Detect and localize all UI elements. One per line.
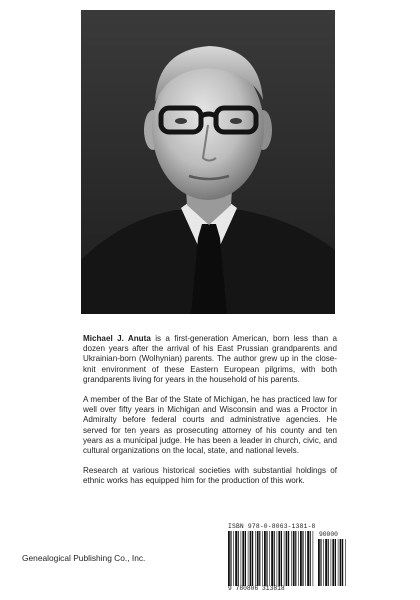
- barcode-bar: [325, 539, 327, 586]
- portrait-image: [81, 10, 335, 314]
- barcode-bar: [307, 531, 309, 586]
- barcode-bar: [274, 531, 275, 586]
- barcode-bar: [281, 531, 282, 586]
- isbn-text: ISBN 978-0-8063-1381-8: [228, 523, 316, 530]
- barcode-bar: [318, 539, 320, 586]
- author-portrait: [81, 10, 335, 314]
- bio-paragraph-1: [83, 334, 337, 385]
- barcode-bar: [262, 531, 263, 586]
- barcode-bar: [288, 531, 289, 586]
- barcode-bar: [332, 539, 334, 586]
- barcode-bar: [278, 531, 280, 586]
- barcode-bar: [293, 531, 295, 586]
- bio-paragraph-1-text: is a first-generation American, born less than a dozen years after the arrival of his East Prussian grandparents and Ukrainian-born (Wolhynian) parents. The author grew up in the close-knit environment of these Eastern European pilgrims, with both grandparents living for years in the household of his parents.: [83, 334, 337, 384]
- barcode-bar: [284, 531, 285, 586]
- barcode-bar: [335, 539, 336, 586]
- barcode-bar: [271, 531, 273, 586]
- price-code: 90000: [319, 531, 338, 538]
- bio-paragraph-2: A member of the Bar of the State of Michigan, he has practiced law for well over fifty years in Michigan and Wisconsin and was a Proctor in Admiralty before federal courts and administrative agencies. He served for ten years as prosecuting attorney of his county and ten years as a municipal judge. He has been a leader in church, civic, and cultural organizations on the local, state, and national levels.: [83, 395, 337, 456]
- barcode-bar: [233, 531, 234, 586]
- barcode-bar: [252, 531, 253, 586]
- author-biography: [83, 334, 337, 487]
- bio-paragraph-3: Research at various historical societies with substantial holdings of ethnic works has equipped him for the production of this work.: [83, 466, 337, 486]
- barcode-bar: [257, 531, 259, 586]
- barcode-bar: [250, 531, 252, 586]
- barcode-bar: [248, 531, 249, 586]
- barcode-bar: [228, 531, 230, 586]
- barcode-bar: [269, 531, 270, 586]
- ean-barcode-bars: [228, 531, 314, 586]
- barcode-bar: [286, 531, 288, 586]
- barcode-bar: [310, 531, 311, 586]
- barcode-bar: [323, 539, 324, 586]
- barcode-bar: [300, 531, 302, 586]
- isbn-barcode: [228, 523, 346, 593]
- barcode-bar: [305, 531, 306, 586]
- barcode-bar: [328, 539, 329, 586]
- barcode-bar: [340, 539, 342, 586]
- barcode-bar: [230, 531, 231, 586]
- barcode-bar: [266, 531, 267, 586]
- publisher-name: Genealogical Publishing Co., Inc.: [22, 553, 146, 563]
- barcode-bar: [298, 531, 299, 586]
- barcode-bar: [342, 539, 343, 586]
- barcode-bar: [241, 531, 242, 586]
- barcode-bar: [255, 531, 256, 586]
- ean-digits: 9 780806 313818: [228, 585, 285, 592]
- price-barcode-bars: [318, 539, 346, 586]
- barcode-bar: [235, 531, 237, 586]
- barcode-bar: [277, 531, 278, 586]
- barcode-bar: [302, 531, 303, 586]
- barcode-bar: [242, 531, 244, 586]
- barcode-bar: [295, 531, 296, 586]
- author-name: Michael J. Anuta: [83, 334, 151, 343]
- barcode-bar: [245, 531, 246, 586]
- barcode-bar: [238, 531, 239, 586]
- barcode-bar: [264, 531, 266, 586]
- barcode-bar: [331, 539, 332, 586]
- barcode-bar: [259, 531, 260, 586]
- barcode-bar: [291, 531, 292, 586]
- barcode-bar: [345, 539, 346, 586]
- barcode-bar: [338, 539, 339, 586]
- barcode-bar: [320, 539, 321, 586]
- barcode-bar: [313, 531, 314, 586]
